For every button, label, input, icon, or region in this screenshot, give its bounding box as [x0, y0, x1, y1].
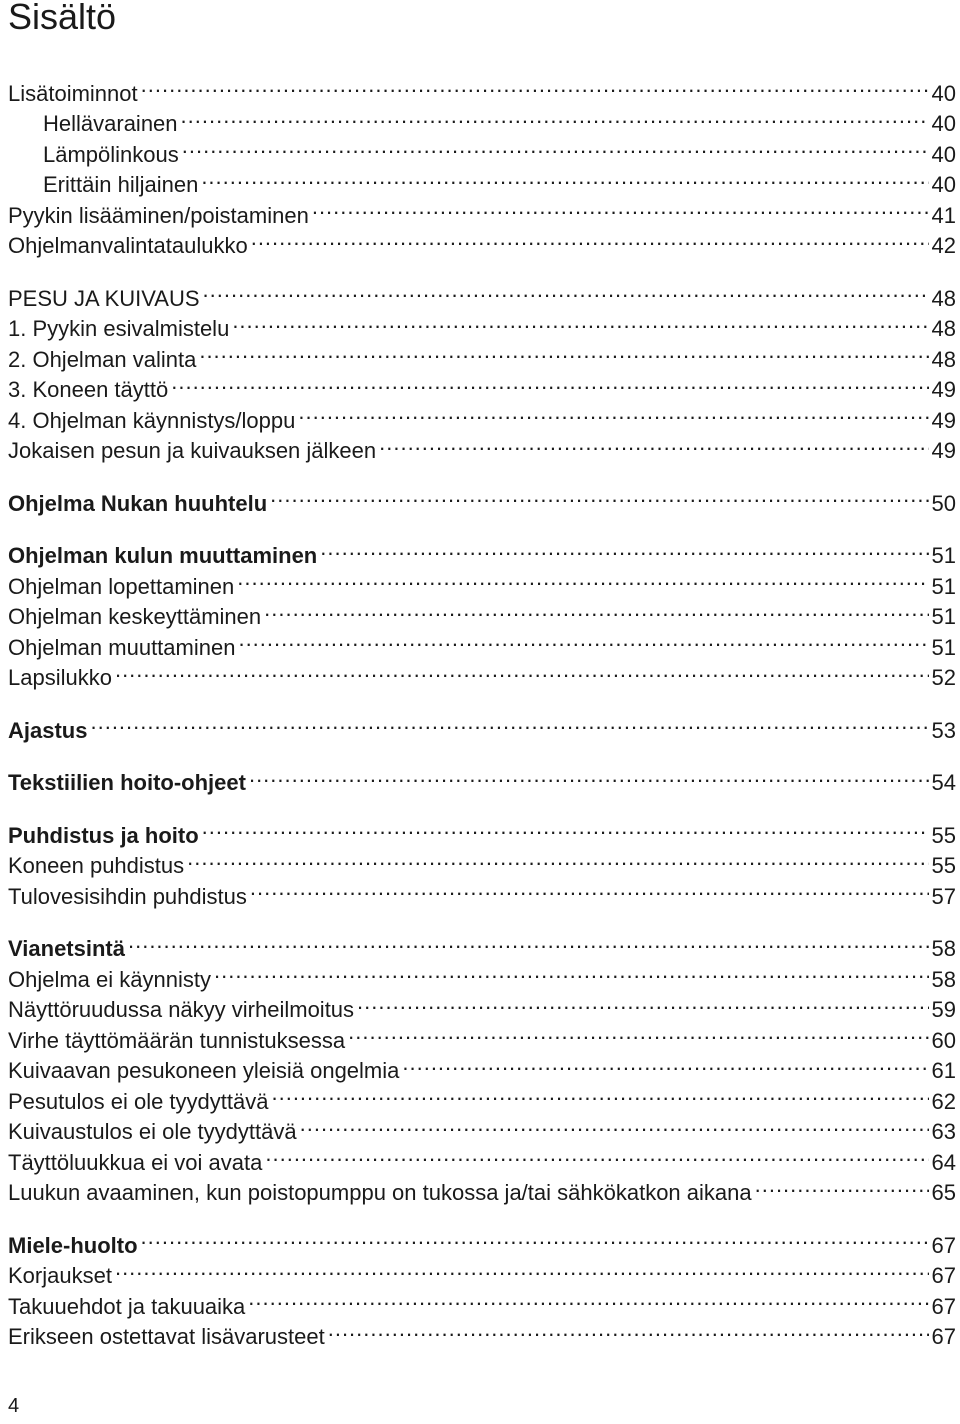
toc-entry-page: 40 — [931, 111, 956, 136]
toc-entry-page: 41 — [931, 202, 956, 228]
toc-entry-title: Erittäin hiljainen — [43, 172, 199, 197]
toc-entry-page: 67 — [931, 1324, 956, 1349]
toc-entry[interactable] — [8, 1253, 956, 1288]
toc-group — [8, 275, 956, 463]
dot-leader — [298, 397, 928, 428]
toc-entry-page: 59 — [931, 997, 956, 1022]
toc-entry-title: Ohjelman kulun muuttaminen — [8, 543, 318, 568]
toc-entry-page: 67 — [931, 1293, 956, 1319]
dot-leader — [402, 1048, 928, 1079]
dot-leader — [181, 101, 929, 132]
toc-entry[interactable] — [8, 707, 956, 743]
toc-entry-page: 52 — [931, 665, 956, 690]
toc-entry-title: Näyttöruudussa näkyy virheilmoitus — [8, 997, 355, 1022]
page-title: Sisältö — [8, 0, 117, 37]
dot-leader — [141, 70, 929, 101]
toc-entry-page: 67 — [931, 1263, 956, 1288]
toc-group — [8, 926, 956, 1205]
dot-leader — [199, 336, 928, 367]
dot-leader — [320, 533, 928, 564]
dot-leader — [348, 1017, 928, 1048]
toc-entry-title: Miele-huolto — [8, 1232, 138, 1258]
toc-entry-title: Ajastus — [8, 717, 88, 743]
toc-entry-page: 62 — [931, 1088, 956, 1114]
dot-leader — [357, 987, 928, 1018]
toc-entry-page: 49 — [931, 377, 956, 402]
toc-entry-page: 58 — [931, 936, 956, 961]
toc-group — [8, 707, 956, 743]
dot-leader — [141, 1222, 929, 1253]
toc-entry-title: Kuivaavan pesukoneen yleisiä ongelmia — [8, 1058, 400, 1083]
toc-entry-title: Täyttöluukkua ei voi avata — [8, 1149, 263, 1175]
toc-entry-page: 51 — [931, 573, 956, 599]
toc-entry-page: 42 — [931, 233, 956, 258]
toc-entry-title: Lapsilukko — [8, 665, 112, 690]
toc-entry-title: Vianetsintä — [8, 936, 125, 961]
toc-entry-page: 55 — [931, 822, 956, 848]
dot-leader — [232, 306, 928, 337]
toc-entry-page: 54 — [931, 770, 956, 795]
toc-entry-page: 49 — [931, 438, 956, 463]
dot-leader — [250, 873, 929, 904]
toc-entry-title: Kuivaustulos ei ole tyydyttävä — [8, 1119, 297, 1144]
toc-entry-title: 1. Pyykin esivalmistelu — [8, 316, 230, 341]
toc-entry-title: Koneen puhdistus — [8, 853, 185, 878]
toc-entry-title: Tulovesisihdin puhdistus — [8, 883, 247, 909]
toc-entry-title: Virhe täyttömäärän tunnistuksessa — [8, 1027, 346, 1053]
toc-entry-title: Erikseen ostettavat lisävarusteet — [8, 1324, 325, 1349]
toc-entry[interactable] — [8, 926, 956, 961]
toc-entry-page: 48 — [931, 346, 956, 372]
toc-entry-title: Hellävarainen — [43, 111, 178, 136]
dot-leader — [379, 428, 928, 459]
dot-leader — [115, 655, 929, 686]
dot-leader — [264, 594, 928, 625]
toc-entry-page: 67 — [931, 1232, 956, 1258]
toc-entry-title: 2. Ohjelman valinta — [8, 346, 197, 372]
toc-entry[interactable] — [8, 70, 956, 106]
toc-group — [8, 1222, 956, 1349]
toc-entry-title: Puhdistus ja hoito — [8, 822, 199, 848]
toc-entry-title: 4. Ohjelman käynnistys/loppu — [8, 407, 296, 433]
dot-leader — [202, 812, 929, 843]
toc-group — [8, 70, 956, 258]
toc-entry-page: 55 — [931, 853, 956, 878]
page-number: 4 — [8, 1395, 20, 1417]
toc-entry-title: Lisätoiminnot — [8, 80, 138, 106]
toc-entry-page: 40 — [931, 172, 956, 197]
dot-leader — [182, 131, 929, 162]
toc-entry[interactable] — [8, 275, 956, 311]
dot-leader — [251, 223, 929, 254]
toc-entry-page: 49 — [931, 407, 956, 433]
toc-entry[interactable] — [8, 1222, 956, 1258]
dot-leader — [248, 1283, 928, 1314]
toc-group — [8, 533, 956, 690]
toc-entry-title: Ohjelmanvalintataulukko — [8, 233, 248, 258]
toc-entry[interactable] — [8, 655, 956, 690]
dot-leader — [187, 843, 928, 874]
dot-leader — [270, 480, 928, 511]
toc-group — [8, 760, 956, 795]
toc-entry-title: Pyykin lisääminen/poistaminen — [8, 202, 309, 228]
toc-entry-page: 48 — [931, 316, 956, 341]
dot-leader — [90, 707, 928, 738]
toc-group — [8, 812, 956, 909]
toc-entry-title: Pesutulos ei ole tyydyttävä — [8, 1088, 269, 1114]
toc-entry-title: Takuuehdot ja takuuaika — [8, 1293, 246, 1319]
dot-leader — [271, 1078, 928, 1109]
toc-entry[interactable] — [8, 533, 956, 568]
toc-entry-page: 50 — [931, 490, 956, 516]
table-of-contents — [8, 70, 956, 1366]
dot-leader — [249, 760, 929, 791]
toc-entry-page: 63 — [931, 1119, 956, 1144]
toc-entry[interactable] — [8, 101, 956, 136]
toc-entry[interactable] — [8, 1283, 956, 1319]
dot-leader — [214, 956, 929, 987]
dot-leader — [265, 1139, 928, 1170]
dot-leader — [328, 1314, 929, 1345]
dot-leader — [203, 275, 929, 306]
dot-leader — [201, 162, 928, 193]
dot-leader — [128, 926, 929, 957]
dot-leader — [755, 1170, 929, 1201]
toc-entry-page: 48 — [931, 285, 956, 311]
toc-entry-title: PESU JA KUIVAUS — [8, 285, 200, 311]
toc-entry-title: Lämpölinkous — [43, 141, 179, 167]
toc-entry[interactable] — [8, 956, 956, 992]
dot-leader — [171, 367, 928, 398]
dot-leader — [300, 1109, 929, 1140]
dot-leader — [312, 192, 929, 223]
toc-entry-page: 57 — [931, 883, 956, 909]
toc-entry[interactable] — [8, 812, 956, 848]
toc-entry-title: Korjaukset — [8, 1263, 112, 1288]
toc-entry-title: Ohjelman lopettaminen — [8, 573, 235, 599]
toc-entry-page: 60 — [931, 1027, 956, 1053]
dot-leader — [238, 624, 928, 655]
toc-entry-title: Tekstiilien hoito-ohjeet — [8, 770, 246, 795]
toc-entry-title: 3. Koneen täyttö — [8, 377, 169, 402]
toc-entry-page: 58 — [931, 966, 956, 992]
toc-entry-page: 64 — [931, 1149, 956, 1175]
toc-entry-page: 40 — [931, 141, 956, 167]
toc-entry-title: Luukun avaaminen, kun poistopumppu on tukossa ja/tai sähkökatkon aikana — [8, 1180, 752, 1205]
toc-group — [8, 480, 956, 516]
toc-entry-page: 51 — [931, 634, 956, 660]
toc-entry-page: 65 — [931, 1180, 956, 1205]
toc-entry-page: 40 — [931, 80, 956, 106]
toc-entry-title: Ohjelma Nukan huuhtelu — [8, 490, 268, 516]
toc-entry-title: Ohjelman muuttaminen — [8, 634, 236, 660]
toc-entry-page: 51 — [931, 604, 956, 629]
dot-leader — [115, 1253, 929, 1284]
toc-entry-title: Ohjelma ei käynnisty — [8, 966, 211, 992]
toc-entry-page: 61 — [931, 1058, 956, 1083]
toc-entry[interactable] — [8, 760, 956, 795]
toc-entry-title: Ohjelman keskeyttäminen — [8, 604, 262, 629]
dot-leader — [237, 563, 928, 594]
toc-entry[interactable] — [8, 480, 956, 516]
toc-entry-title: Jokaisen pesun ja kuivauksen jälkeen — [8, 438, 377, 463]
toc-entry-page: 53 — [931, 717, 956, 743]
toc-entry-page: 51 — [931, 543, 956, 568]
